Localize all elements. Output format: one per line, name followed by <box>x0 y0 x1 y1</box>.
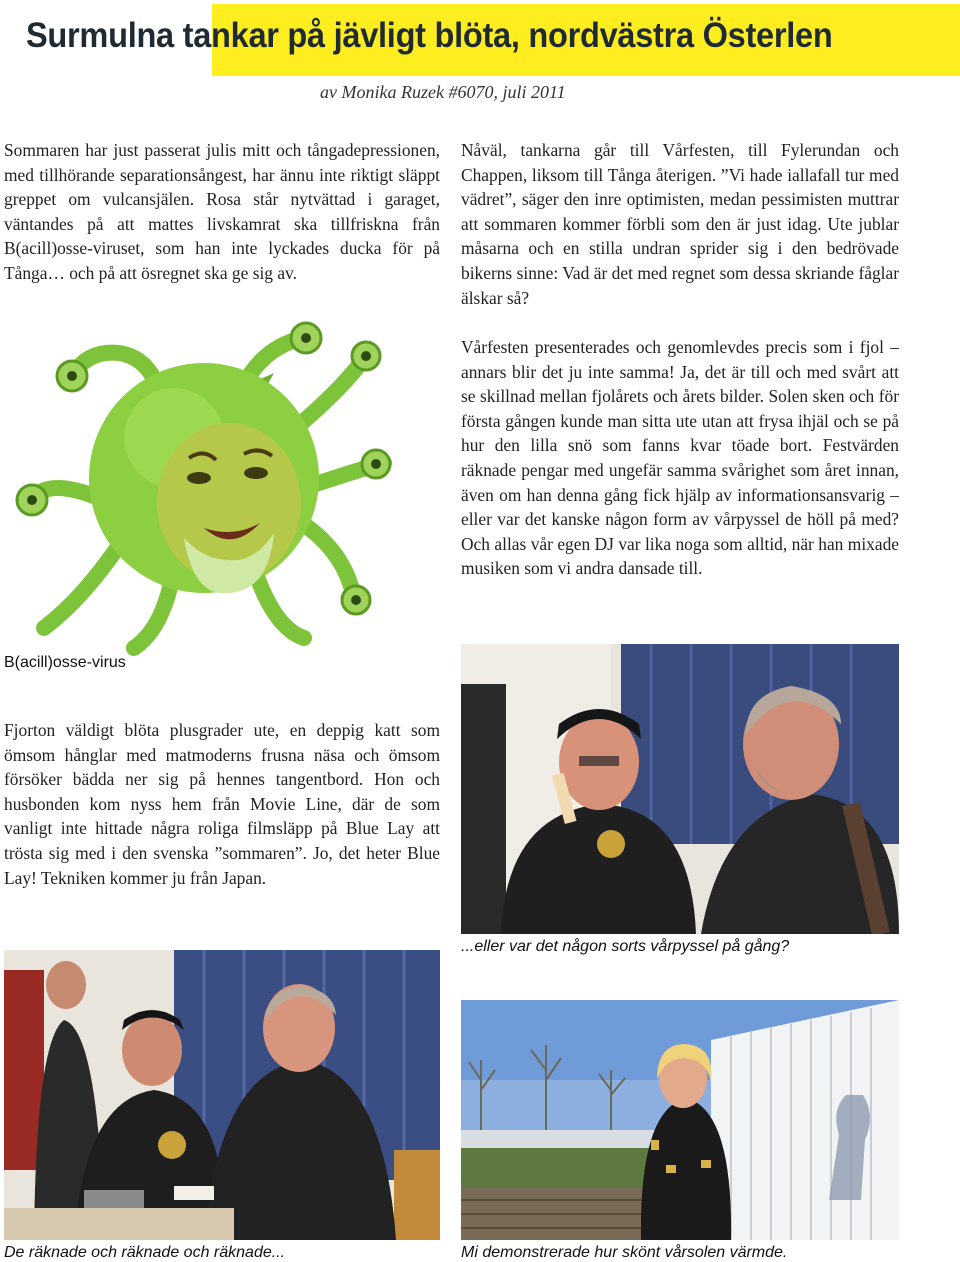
photo-bikers-pyssel <box>461 644 899 934</box>
virus-illustration <box>4 298 398 670</box>
paragraph-right-2: Vårfesten presenterades och genomlevdes precis som i fjol – annars blir det ju inte samma! Ja, det är till och med svårt att se skillnad mellan fjolårets och årets bilder. Solen sken och för första gången kunde man sitta ute utan att frysa ihjäl och se på hur den lilla snö som fanns kvar töade bort. Festvärden räknade pengar med ungefär samma svårighet som året innan, även om han denna gång fick hjälp av informationsansvarig – eller var det kanske någon form av vårpyssel de höll på med? Och allas vår egen DJ var lika noga som alltid, när han mixade musiken som vi andra dansade till. <box>461 337 899 579</box>
article-title: Surmulna tankar på jävligt blöta, nordvästra Österlen <box>26 16 833 55</box>
paragraph-left-1: Sommaren har just passerat julis mitt och tångadepressionen, med tillhörande separationsångest, har ännu inte riktigt släppt greppet om vulcansjälen. Rosa står nytvättad i garaget, väntandes på att mattes livskamrat ska tillfriskna från B(acill)osse-viruset, som han inte lyckades ducka för på Tånga… och på att ösregnet ska ge sig av. <box>4 140 440 283</box>
photo-counting <box>4 950 440 1240</box>
caption-counting: De räknade och räknade och räknade... <box>4 1244 286 1261</box>
caption-sun: Mi demonstrerade hur skönt vårsolen värmde. <box>461 1244 788 1261</box>
paragraph-left-2: Fjorton väldigt blöta plusgrader ute, en deppig katt som ömsom hånglar med matmoderns frusna näsa och ömsom försöker bädda ner sig på hennes tangentbord. Hon och husbonden kom nyss hem från Movie Line, där de som vanligt inte hittade några roliga filmsläpp på Blue Lay att trösta sig med i den svenska ”sommaren”. Jo, det heter Blue Lay! Tekniken kommer ju från Japan. <box>4 720 440 888</box>
caption-pyssel: ...eller var det någon sorts vårpyssel på gång? <box>461 938 790 955</box>
photo-sun <box>461 1000 899 1240</box>
paragraph-right-1: Nåväl, tankarna går till Vårfesten, till Fylerundan och Chappen, liksom till Tånga återigen. ”Vi hade iallafall tur med vädret”, säger den inre optimisten, medan pessimisten muttrar att sommaren kommer förbli som den är just idag. Ute jublar måsarna och en stilla undran sprider sig i den bedrövade bikerns sinne: Vad är det med regnet som dessa skriande fåglar älskar så? <box>461 140 899 308</box>
byline: av Monika Ruzek #6070, juli 2011 <box>320 82 566 102</box>
caption-virus: B(acill)osse-virus <box>4 654 126 671</box>
